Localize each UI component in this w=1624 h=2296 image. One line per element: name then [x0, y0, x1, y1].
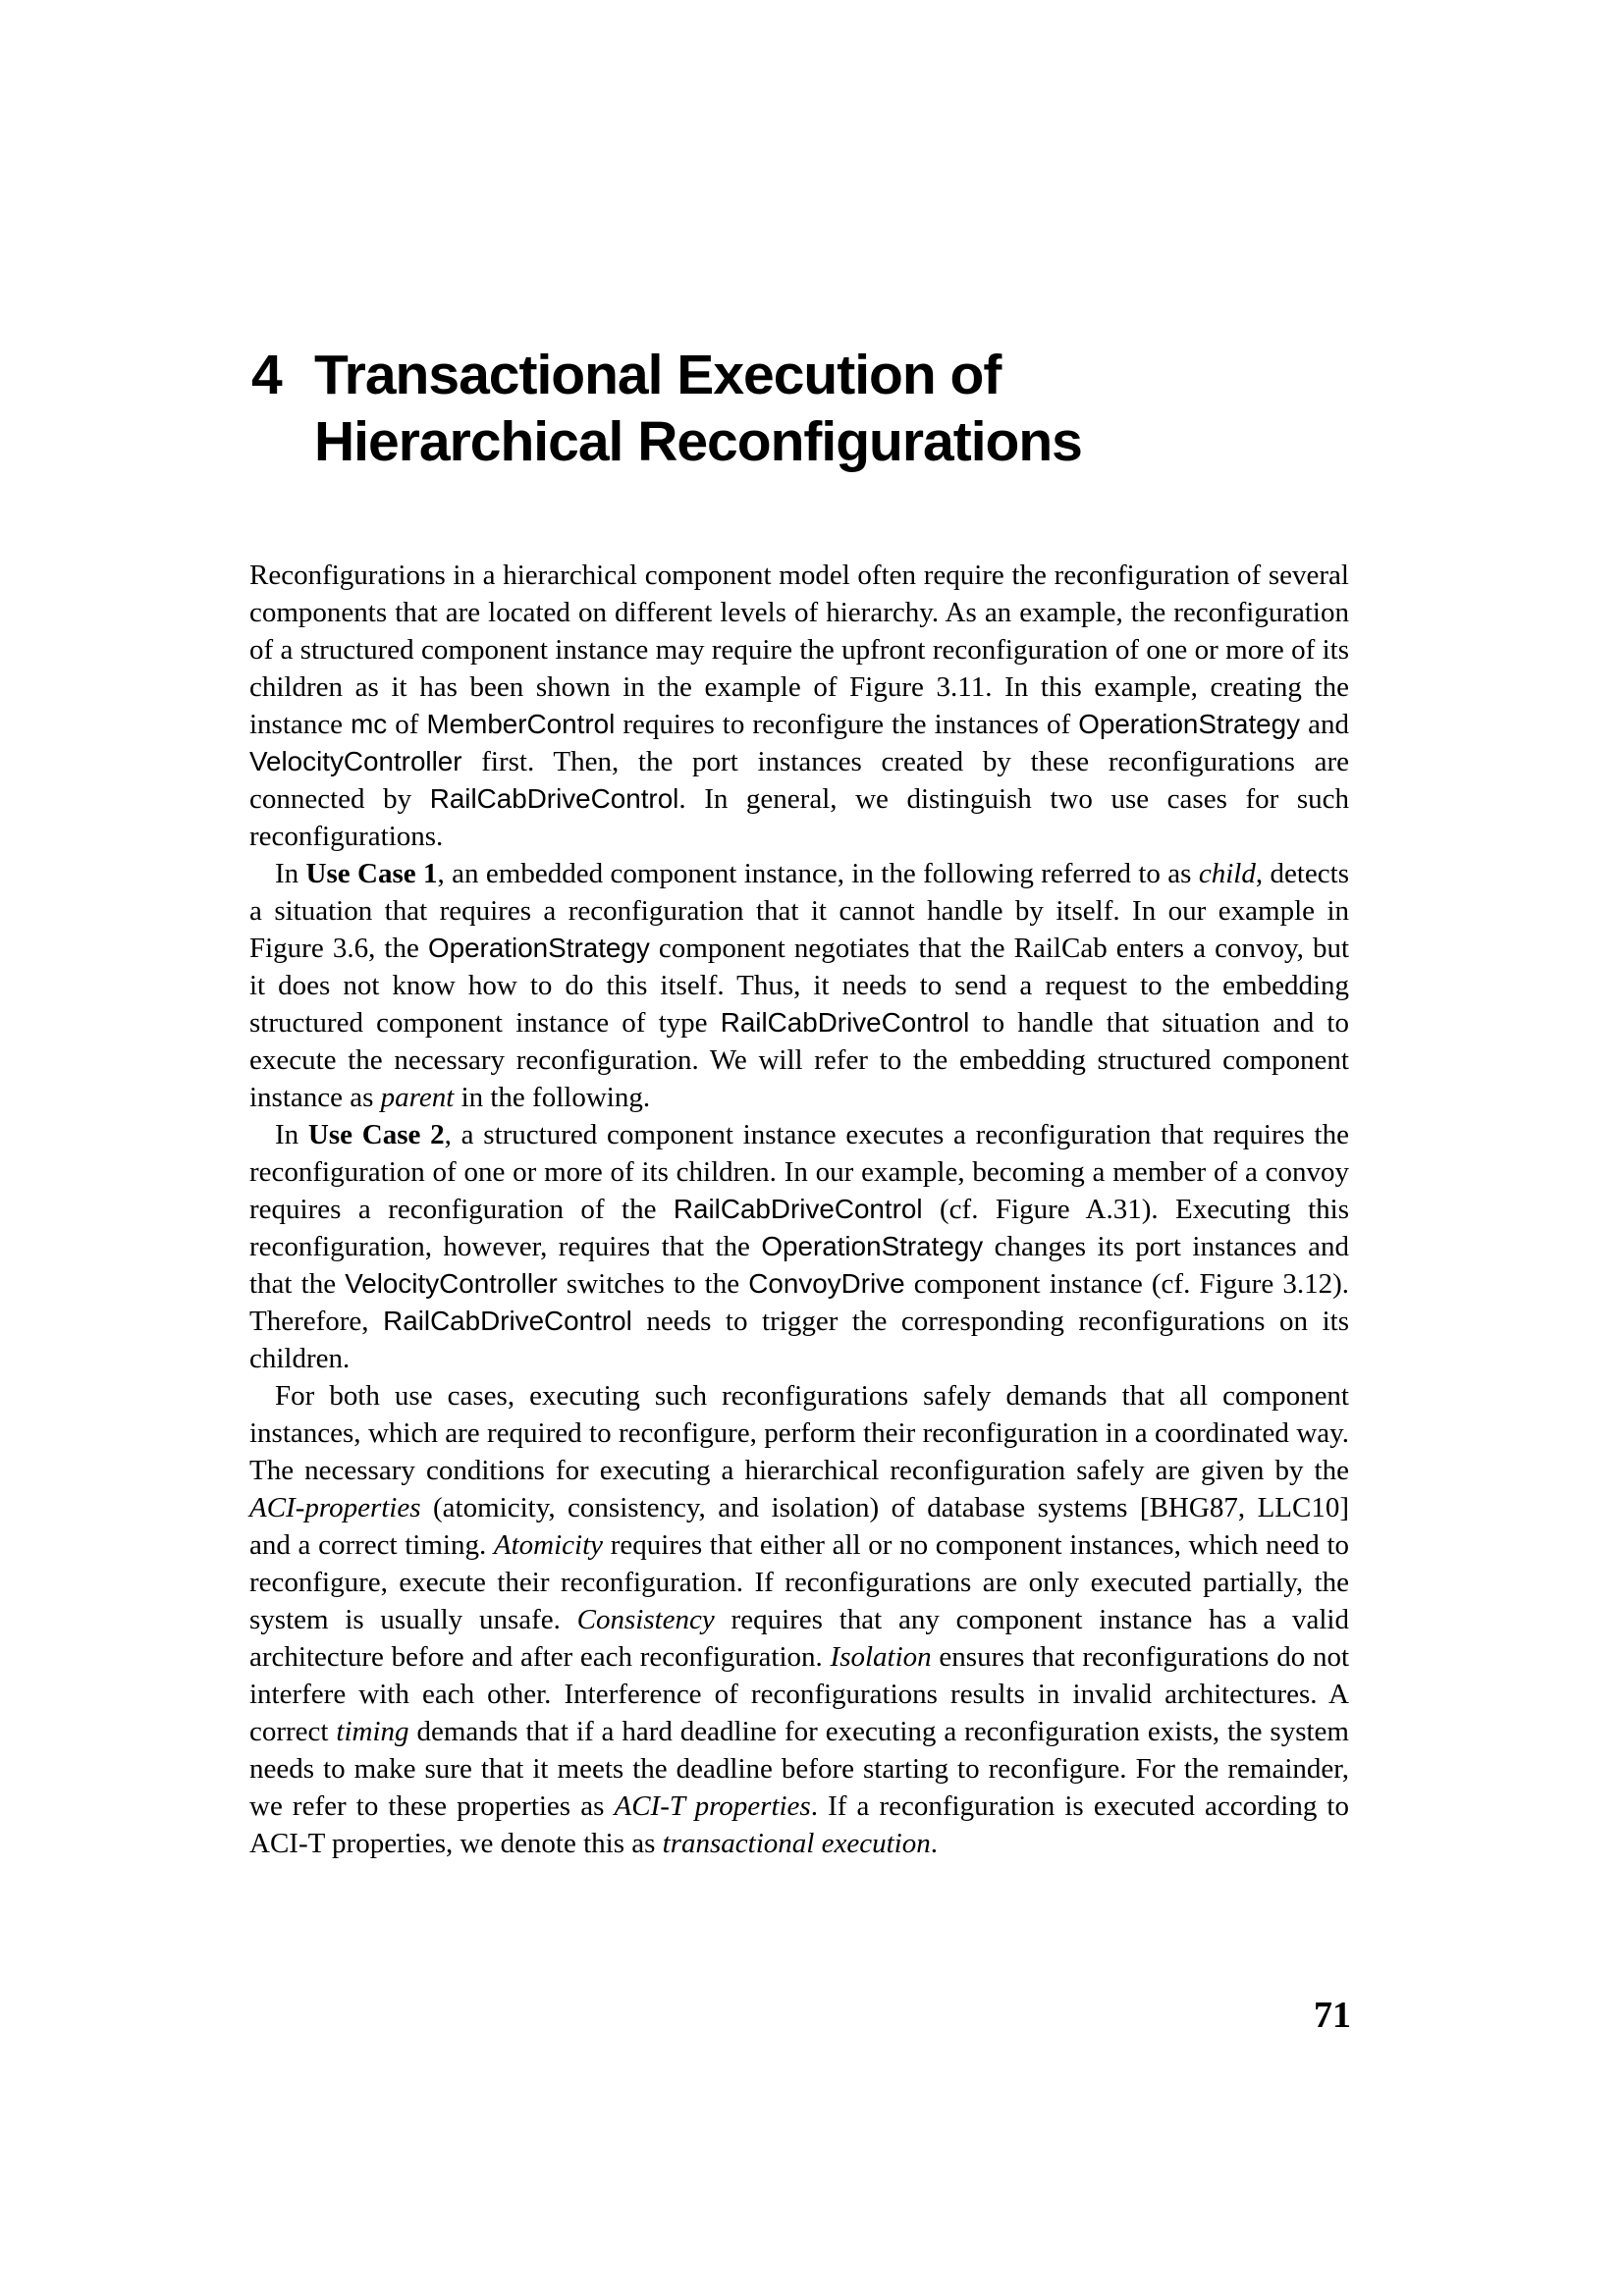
component-name: RailCabDriveControl: [673, 1194, 923, 1224]
text-segment: requires that either all or no component instances, which need to reconfigure, execute their reconfiguration. If reconfigurations are only executed partially, the system is usually unsafe.: [249, 1529, 1349, 1635]
text-segment: Isolation: [830, 1641, 932, 1673]
text-segment: . In general, we distinguish two use cases for such reconfigurations.: [249, 783, 1350, 852]
text-segment: changes its port instances and that the: [249, 1231, 1349, 1300]
text-segment: (cf. Figure A.31). Executing this reconfiguration, however, requires that the: [249, 1194, 1349, 1262]
component-name: RailCabDriveControl: [429, 783, 679, 814]
text-segment: and: [1300, 709, 1349, 740]
text-segment: requires that any component instance has a valid architecture before and after each reconfiguration.: [249, 1604, 1349, 1673]
chapter-title-line1: Transactional Execution of: [314, 344, 1001, 406]
text-segment: In: [275, 1119, 308, 1150]
paragraph: [249, 557, 1349, 855]
component-name: mc: [351, 709, 388, 739]
text-segment: ACI-T properties: [614, 1790, 811, 1822]
text-segment: demands that if a hard deadline for executing a reconfiguration exists, the system needs to make sure that it meets the deadline before starting to reconfigure. For the remainder, we refer to these properties as: [249, 1716, 1349, 1822]
text-segment: In: [275, 858, 306, 889]
paragraph: [249, 1116, 1349, 1377]
text-segment: first. Then, the port instances created by these reconfigurations are connected by: [249, 746, 1349, 815]
chapter-heading: [251, 342, 1361, 475]
component-name: VelocityController: [249, 746, 462, 776]
paragraph: [249, 1377, 1349, 1862]
component-name: MemberControl: [426, 709, 616, 739]
text-segment: transactional execution: [662, 1828, 931, 1859]
text-segment: requires to reconfigure the instances of: [615, 709, 1079, 740]
text-segment: timing: [336, 1716, 409, 1747]
text-segment: component negotiates that the RailCab enters a convoy, but it does not know how to do this itself. Thus, it needs to send a request to the embedding structured component instance of type: [249, 933, 1349, 1039]
text-segment: needs to trigger the corresponding reconfigurations on its children.: [249, 1306, 1349, 1374]
text-segment: Use Case 1: [305, 858, 438, 889]
component-name: OperationStrategy: [427, 933, 650, 963]
text-segment: of: [387, 709, 427, 740]
text-segment: parent: [380, 1082, 455, 1113]
text-segment: . If a reconfiguration is executed according to ACI-T properties, we denote this as: [249, 1790, 1349, 1859]
text-segment: Use Case 2: [307, 1119, 445, 1150]
text-segment: Atomicity: [493, 1529, 604, 1561]
text-segment: component instance (cf. Figure 3.12). Therefore,: [249, 1268, 1350, 1337]
chapter-number: 4: [251, 344, 282, 406]
text-segment: For both use cases, executing such reconfigurations safely demands that all component instances, which are required to reconfigure, perform their reconfiguration in a coordinated way. The necessary conditions for executing a hierarchical reconfiguration safely are given by the: [249, 1380, 1349, 1486]
text-segment: switches to the: [557, 1268, 749, 1300]
component-name: VelocityController: [345, 1268, 558, 1299]
component-name: RailCabDriveControl: [383, 1306, 632, 1336]
text-segment: , detects a situation that requires a reconfiguration that it cannot handle by itself. In our example in Figure 3.6, the: [249, 858, 1349, 964]
text-segment: , a structured component instance executes a reconfiguration that requires the reconfiguration of one or more of its children. In our example, becoming a member of a convoy requires a reconfiguration of the: [249, 1119, 1349, 1225]
chapter-title-line2: Hierarchical Reconfigurations: [314, 410, 1082, 473]
text-segment: .: [930, 1828, 938, 1859]
component-name: OperationStrategy: [1078, 709, 1301, 739]
text-segment: to handle that situation and to execute the necessary reconfiguration. We will refer to the embedding structured component instance as: [249, 1007, 1349, 1113]
text-segment: , an embedded component instance, in the following referred to as: [437, 858, 1199, 889]
text-segment: (atomicity, consistency, and isolation) of database systems [BHG87, LLC10] and a correct timing.: [249, 1492, 1349, 1561]
text-segment: Reconfigurations in a hierarchical component model often require the reconfiguration of several components that are located on different levels of hierarchy. As an example, the reconfiguration of a structured component instance may require the upfront reconfiguration of one or more of its children as it has been shown in the example of Figure 3.11. In this example, creating the instance: [249, 560, 1349, 740]
component-name: RailCabDriveControl: [720, 1007, 970, 1038]
text-segment: child: [1198, 858, 1256, 889]
component-name: ConvoyDrive: [748, 1268, 905, 1299]
paragraph: [249, 855, 1349, 1116]
body-text: [249, 557, 1349, 1862]
text-segment: Consistency: [576, 1604, 715, 1635]
text-segment: ensures that reconfigurations do not interfere with each other. Interference of reconfigurations results in invalid architectures. A correct: [249, 1641, 1350, 1747]
page-number: 71: [1314, 1995, 1351, 2036]
text-segment: ACI-properties: [249, 1492, 421, 1523]
chapter-title: [314, 342, 1082, 475]
component-name: OperationStrategy: [761, 1231, 984, 1261]
text-segment: in the following.: [454, 1082, 651, 1113]
